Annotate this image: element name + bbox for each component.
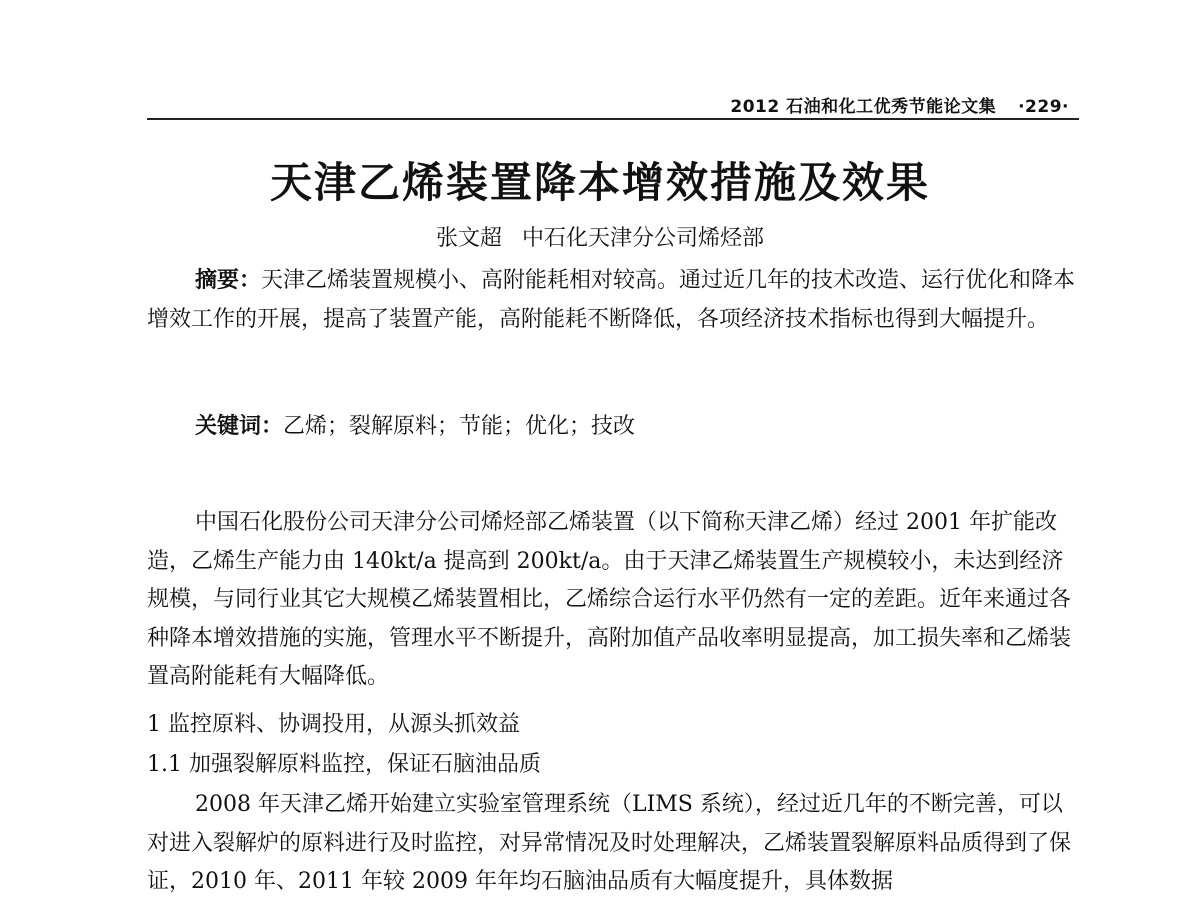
section-heading-1-1: 1.1 加强裂解原料监控，保证石脑油品质 <box>147 752 541 777</box>
author-name: 张文超 <box>435 226 502 251</box>
abstract-label: 摘要： <box>195 268 262 293</box>
section-heading-1: 1 监控原料、协调投用，从源头抓效益 <box>147 712 520 737</box>
author-line <box>0 221 1200 252</box>
intro-paragraph: 中国石化股份公司天津分公司烯烃部乙烯装置（以下简称天津乙烯）经过 2001 年扩能改造，乙烯生产能力由 140kt/a 提高到 200kt/a。由于天津乙烯装置生产规模较小，未达到经济规模，与同行业其它大规模乙烯装置相比，乙烯综合运行水平仍然有一定的差距。近年来通过各种降本增效措施的实施，管理水平不断提升，高附加值产品收率明显提高，加工损失率和乙烯装置高附能耗有大幅降低。 <box>147 510 1072 689</box>
running-header <box>147 90 1079 120</box>
section-1-1-paragraph: 2008 年天津乙烯开始建立实验室管理系统（LIMS 系统），经过近几年的不断完善，可以对进入裂解炉的原料进行及时监控，对异常情况及时处理解决，乙烯装置裂解原料品质得到了保证，2010 年、2011 年较 2009 年年均石脑油品质有大幅度提升，具体数据 <box>147 792 1072 894</box>
collection-title: 2012 石油和化工优秀节能论文集 <box>730 97 997 117</box>
paper-title: 天津乙烯装置降本增效措施及效果 <box>269 158 930 207</box>
keywords-text: 乙烯；裂解原料；节能；优化；技改 <box>283 414 636 439</box>
keywords-label: 关键词： <box>195 414 284 439</box>
abstract-text: 天津乙烯装置规模小、高附能耗相对较高。通过近几年的技术改造、运行优化和降本增效工作的开展，提高了装置产能，高附能耗不断降低，各项经济技术指标也得到大幅提升。 <box>147 268 1076 332</box>
keywords <box>147 408 1125 447</box>
header-text <box>730 92 1069 117</box>
page-number: ·229· <box>1018 97 1069 117</box>
abstract <box>147 262 1077 339</box>
author-affiliation: 中石化天津分公司烯烃部 <box>522 226 765 251</box>
